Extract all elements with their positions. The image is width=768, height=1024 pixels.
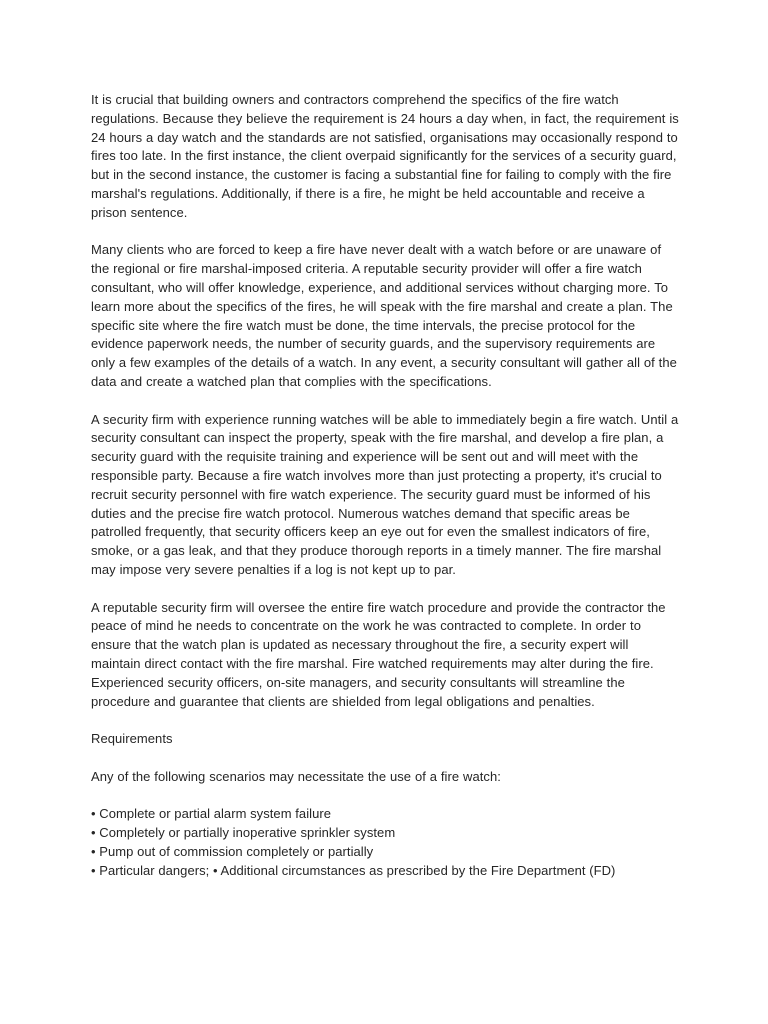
paragraph-fire-watch-consultant: Many clients who are forced to keep a fire have never dealt with a watch before or are unaware of the regional or fire marshal-imposed criteria. A reputable security provider will offer a fire watch consultant, who will offer knowledge, experience, and additional services without charging more. To learn more about the specifics of the fires, he will speak with the fire marshal and create a plan. The specific site where the fire watch must be done, the time intervals, the precise protocol for the evidence paperwork needs, the number of security guards, and the supervisory requirements are only a few examples of the details of a watch. In any event, a security consultant will gather all of the data and create a watched plan that complies with the specifications. bbox=[91, 242, 677, 389]
requirements-list bbox=[91, 805, 681, 880]
list-item: • Complete or partial alarm system failure bbox=[91, 806, 332, 822]
list-item: • Particular dangers; • Additional circumstances as prescribed by the Fire Department (FD) bbox=[91, 862, 616, 878]
paragraph-security-firm-experience: A security firm with experience running watches will be able to immediately begin a fire watch. Until a security consultant can inspect the property, speak with the fire marshal, and develop a fire plan, a security guard with the requisite training and experience will be sent out and will meet with the responsible party. Because a fire watch involves more than just protecting a property, it's crucial to recruit security personnel with fire watch experience. The security guard must be informed of his duties and the precise fire watch protocol. Numerous watches demand that specific areas be patrolled frequently, that security officers keep an eye out for even the smallest indicators of fire, smoke, or a gas leak, and that they produce thorough reports in a timely manner. The fire marshal may impose very severe penalties if a log is not kept up to par. bbox=[91, 411, 679, 577]
paragraph-fire-watch-regulations: It is crucial that building owners and contractors comprehend the specifics of the fire watch regulations. Because they believe the requirement is 24 hours a day when, in fact, the requirement is 24 hours a day watch and the standards are not satisfied, organisations may occasionally respond to fires too late. In the first instance, the client overpaid significantly for the services of a security guard, but in the second instance, the customer is facing a substantial fine for failing to comply with the fire marshal's regulations. Additionally, if there is a fire, he might be held accountable and receive a prison sentence. bbox=[91, 92, 679, 220]
paragraph-reputable-security-firm: A reputable security firm will oversee the entire fire watch procedure and provide the contractor the peace of mind he needs to concentrate on the work he was contracted to complete. In order to ensure that the watch plan is updated as necessary throughout the fire, a security expert will maintain direct contact with the fire marshal. Fire watched requirements may alter during the fire. Experienced security officers, on-site managers, and security consultants will streamline the procedure and guarantee that clients are shielded from legal obligations and penalties. bbox=[91, 599, 666, 709]
document-body bbox=[91, 91, 681, 880]
requirements-intro: Any of the following scenarios may necessitate the use of a fire watch: bbox=[91, 768, 501, 784]
list-item: • Pump out of commission completely or partially bbox=[91, 843, 374, 859]
list-item: • Completely or partially inoperative sprinkler system bbox=[91, 825, 396, 841]
section-heading-requirements: Requirements bbox=[91, 731, 173, 747]
